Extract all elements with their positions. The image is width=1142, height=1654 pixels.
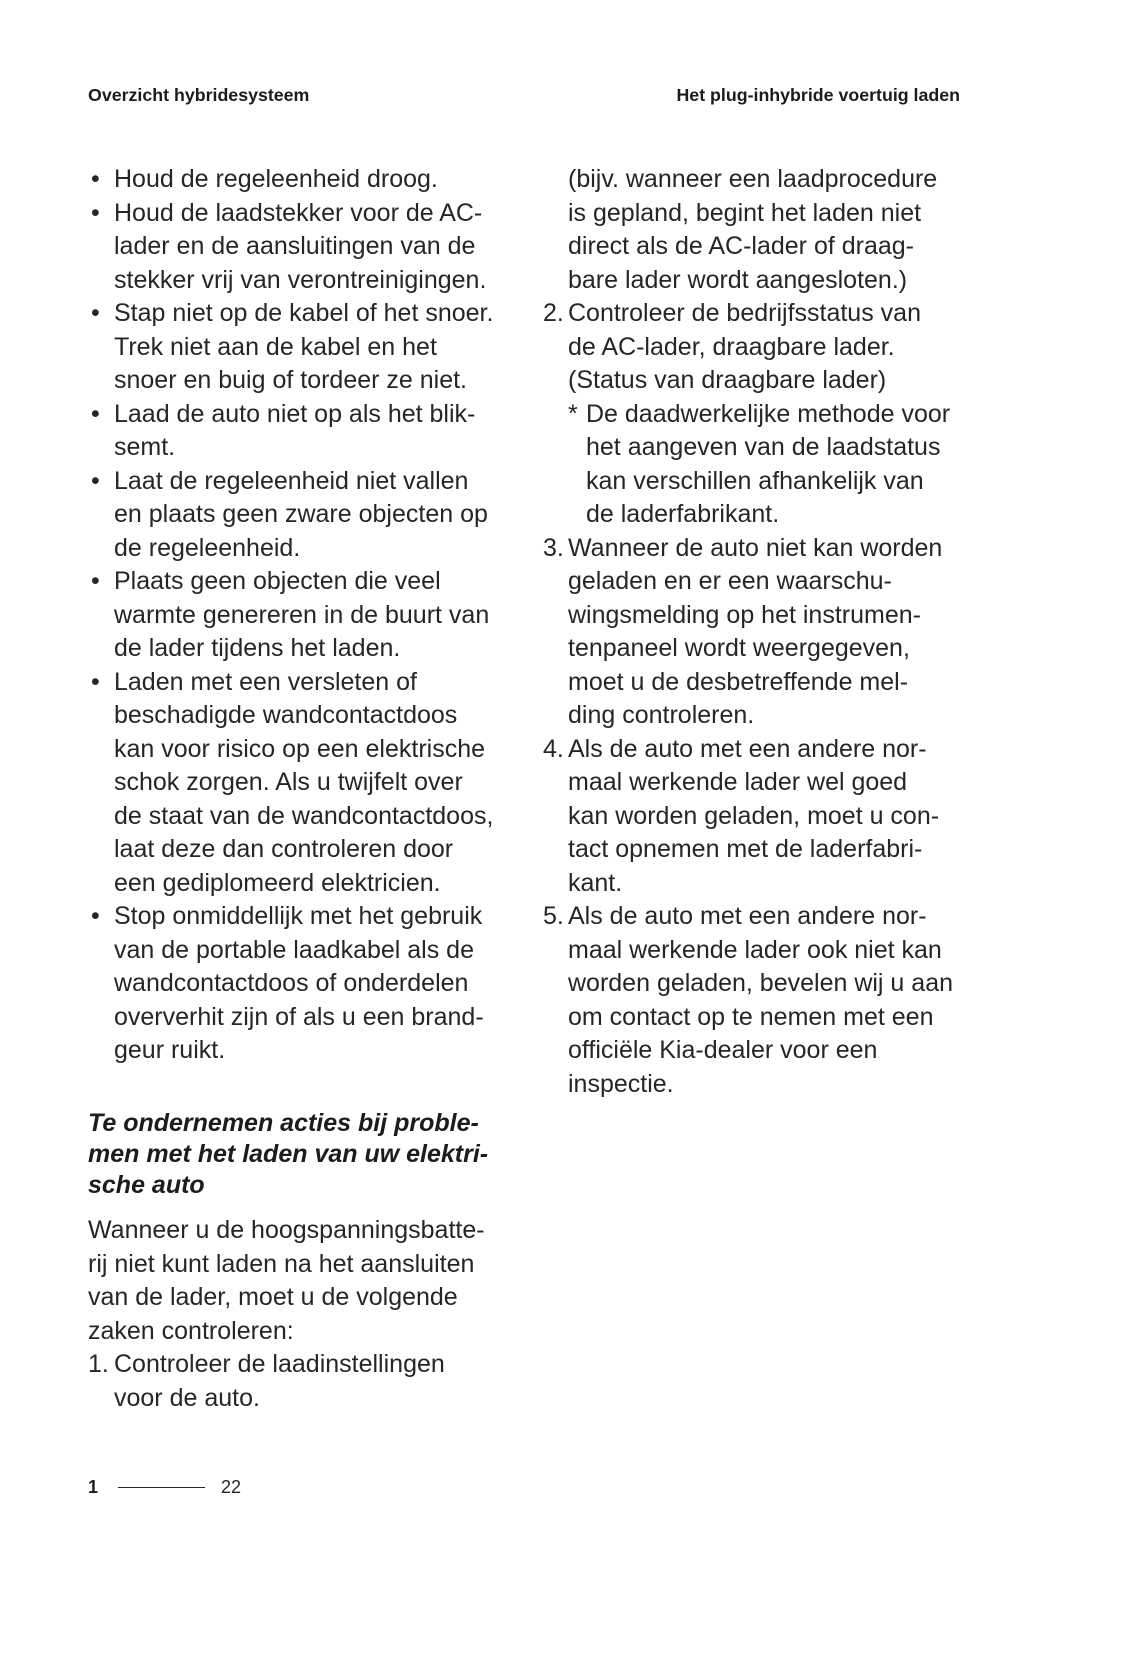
bullet-text-line: van de portable laadkabel als de [114,935,474,964]
note-text-line: de laderfabrikant. [586,500,780,528]
step-text-line: om contact op te nemen met een [568,1002,934,1031]
step-number: 5. [543,902,564,930]
right-column [543,163,1003,1101]
step-text-line: wingsmelding op het instrumen- [568,600,921,629]
note-text-line: het aangeven van de laadstatus [586,433,941,461]
step-1-continuation [543,163,1003,297]
troubleshooting-steps-start [88,1348,528,1415]
bullet-item [88,666,528,901]
step-text-line: officiële Kia-dealer voor een [568,1036,878,1064]
bullet-text-line: geur ruikt. [114,1036,226,1064]
note-marker: * [568,399,578,428]
bullet-text-line: laat deze dan controleren door [114,835,454,863]
step-text-line: worden geladen, bevelen wij u aan [568,969,953,997]
bullet-text-line: stekker vrij van verontreinigingen. [114,265,487,294]
intro-block [88,1214,528,1416]
bullet-text-line: Laat de regeleenheid niet vallen [114,466,469,495]
step-text-line: Als de auto met een andere nor- [568,734,927,763]
step-text-line: Controleer de bedrijfsstatus van [568,299,921,327]
step-text-line: de AC-lader, draagbare lader. [568,332,895,361]
step-item-5 [543,900,1003,1101]
step-number: 4. [543,734,564,763]
section-title: Overzicht hybridesysteem [88,85,310,105]
bullet-item [88,398,528,465]
left-column [88,163,528,1068]
bullet-text-line: schok zorgen. Als u twijfelt over [114,768,463,796]
precaution-list [88,163,528,1068]
step-item-2 [543,297,1003,532]
step-text-line: tenpaneel wordt weergegeven, [568,634,910,662]
step-number: 2. [543,299,564,327]
step-item-1 [88,1348,528,1415]
heading-line: Te ondernemen acties bij proble- [88,1109,479,1137]
bullet-text-line: Trek niet aan de kabel en het [114,332,437,361]
bullet-text-line: kan voor risico op een elektrische [114,734,486,763]
intro-text-line: Wanneer u de hoogspanningsbatte- [88,1216,485,1244]
bullet-text-line: semt. [114,433,176,461]
note-text-line: kan verschillen afhankelijk van [586,466,924,495]
heading-line: men met het laden van uw elektri- [88,1140,489,1168]
continuation-text-line: direct als de AC-lader of draag- [568,232,915,260]
bullet-marker: • [91,466,100,495]
bullet-text-line: beschadigde wandcontactdoos [114,701,458,729]
step-number: 3. [543,533,564,562]
intro-text-line: van de lader, moet u de volgende [88,1283,458,1312]
bullet-item [88,565,528,666]
intro-paragraph [88,1214,528,1348]
bullet-marker: • [91,399,100,428]
step-text-line: Controleer de laadinstellingen [114,1350,445,1379]
bullet-marker: • [91,165,100,193]
bullet-marker: • [91,198,100,227]
step-text-line: maal werkende lader ook niet kan [568,935,942,964]
bullet-text-line: Stap niet op de kabel of het snoer. [114,299,494,327]
bullet-text-line: Laad de auto niet op als het blik- [114,399,476,428]
continuation-text-line: (bijv. wanneer een laadprocedure [568,165,938,193]
bullet-text-line: de lader tijdens het laden. [114,634,401,662]
step-text-line: Wanneer de auto niet kan worden [568,533,943,562]
chapter-title: Het plug-inhybride voertuig laden [676,85,960,105]
bullet-text-line: Houd de laadstekker voor de AC- [114,198,483,227]
continuation-text-line: is gepland, begint het laden niet [568,198,922,227]
bullet-marker: • [91,667,100,696]
bullet-text-line: lader en de aansluitingen van de [114,232,476,260]
bullet-text-line: de regeleenheid. [114,533,301,562]
step-text-line: moet u de desbetreffende mel- [568,667,909,696]
step-text-line: inspectie. [568,1069,674,1098]
step-number: 1. [88,1350,109,1379]
bullet-text-line: wandcontactdoos of onderdelen [114,969,469,997]
step-item-3 [543,532,1003,733]
bullet-text-line: snoer en buig of tordeer ze niet. [114,366,468,394]
bullet-item [88,297,528,398]
bullet-item [88,197,528,298]
step-text-line: ding controleren. [568,701,755,729]
bullet-marker: • [91,902,100,930]
footer-divider [118,1487,205,1488]
intro-text-line: rij niet kunt laden na het aansluiten [88,1249,475,1278]
bullet-item [88,163,528,197]
bullet-marker: • [91,299,100,327]
bullet-item [88,465,528,566]
bullet-text-line: Houd de regeleenheid droog. [114,165,438,193]
troubleshooting-steps [543,297,1003,1101]
intro-text-line: zaken controleren: [88,1316,294,1345]
bullet-text-line: en plaats geen zware objecten op [114,500,488,528]
bullet-item [88,900,528,1068]
bullet-marker: • [91,567,100,595]
step-text-line: kan worden geladen, moet u con- [568,801,940,830]
step-text-line: kant. [568,868,623,897]
step-note [568,398,1003,532]
step-text-line: geladen en er een waarschu- [568,567,892,595]
bullet-text-line: een gediplomeerd elektricien. [114,868,441,897]
bullet-text-line: warmte genereren in de buurt van [114,600,490,629]
step-text-line: tact opnemen met de laderfabri- [568,835,923,863]
section-heading [88,1108,528,1201]
bullet-text-line: Plaats geen objecten die veel [114,567,441,595]
chapter-number: 1 [88,1477,99,1497]
step-text-line: (Status van draagbare lader) [568,366,887,394]
bullet-text-line: Stop onmiddellijk met het gebruik [114,902,483,930]
step-text-line: Als de auto met een andere nor- [568,902,927,930]
bullet-text-line: oververhit zijn of als u een brand- [114,1002,484,1031]
bullet-text-line: Laden met een versleten of [114,667,417,696]
continuation-text-line: bare lader wordt aangesloten.) [568,265,908,294]
note-text-line: De daadwerkelijke methode voor [586,399,951,428]
step-text-line: voor de auto. [114,1383,260,1412]
heading-line: sche auto [88,1171,205,1199]
page-number: 22 [221,1477,242,1497]
step-text-line: maal werkende lader wel goed [568,768,908,796]
step-item-4 [543,733,1003,901]
bullet-text-line: de staat van de wandcontactdoos, [114,801,494,830]
